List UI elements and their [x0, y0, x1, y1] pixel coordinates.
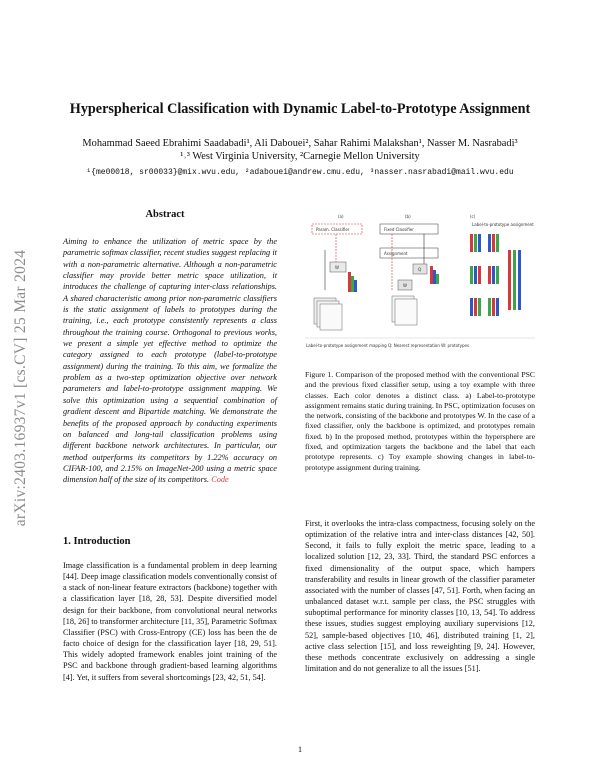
abstract-text: Aiming to enhance the utilization of metric space by the parametric softmax classifier, recent studies suggest replacing it with a non-parametric alternative. Although a non-parametric classifier may provide better metric space utilization, it introduces the challenge of capturing inter-class relationships. A shared characteristic among prior non-parametric classifiers is the static assignment of labels to prototypes during the training, i.e., each prototype consistently represents a class throughout the training course. Orthogonal to previous works, we present a simple yet effective method to optimize the category assigned to each prototype (label-to-prototype assignment) during the training. To this aim, we formalize the problem as a two-step optimization objective over network parameters and label-to-prototype assignment mapping. We solve this optimization using a sequential combination of gradient descent and Bipartide matching. We demonstrate the benefits of the proposed approach by conducting experiments on balanced and long-tail classification problems using different backbone network architectures. In particular, our method outperforms its competitors by 1.22% accuracy on CIFAR-100, and 2.15% on ImageNet-200 using a metric space dimension half of the size of its competitors.: [63, 237, 277, 485]
section-heading-introduction: 1. Introduction: [63, 536, 131, 547]
figure-1-diagram: [300, 210, 540, 360]
author-names: Mohammad Saeed Ebrahimi Saadabadi¹, Ali Dabouei², Sahar Rahimi Malakshan¹, Nasser M. Nasrabadi³: [82, 138, 518, 149]
introduction-body: Image classification is a fundamental problem in deep learning [44]. Deep image classification models conventionally consist of a stack of non-linear feature extractors (backbone) together with a classification layer [18, 28, 53]. Despite diversified model design for their backbone, from convolutional neural networks [18, 26] to transformer architecture [11, 35], Parametric Softmax Classifier (PSC) with Cross-Entropy (CE) loss has been the de facto choice of design for the classification layer [18, 29, 51]. This widely adopted framework enables joint training of the PSC and backbone through gradient-based learning algorithms [4]. Yet, it suffers from several shortcomings [23, 42, 51, 54].: [63, 561, 277, 682]
author-block: [40, 137, 560, 163]
panel-c-label: (c): [470, 214, 476, 219]
figure-legend: Label-to-prototype assignment mapping Q: Nearest representation W: prototypes: [306, 343, 470, 348]
right-column-body: First, it overlooks the intra-class compactness, focusing solely on the optimization of the relative intra and inter-class distances [42, 50]. Second, it fails to fully exploit the metric space, leading to a localized solution [12, 23, 33]. Third, the standard PSC enforces a fixed dimensionality of the output space, which hampers transferability and results in linear growth of the classifier parameter associated with the number of classes [47, 51]. Forth, when facing an unbalanced dataset w.r.t. sample per class, the PSC struggles with suboptimal performance for minority classes [10, 13, 54]. To address these issues, studies suggest employing auxiliary supervisions [12, 52], sample-based objectives [10, 46], distributed training [1, 2], active class selection [15], and loss reweighting [9, 24]. However, these methods concentrate exclusively on addressing a single limitation and do not generalize to all the issues [51].: [305, 519, 535, 674]
arxiv-stamp: [10, 205, 32, 570]
panel-b-label: (b): [405, 214, 411, 219]
paper-title: Hyperspherical Classification with Dynamic Label-to-Prototype Assignment: [69, 101, 531, 117]
panel-b-q-label: Q: [418, 267, 422, 272]
panel-b-w-label: W: [403, 283, 407, 288]
panel-a-label: (a): [338, 214, 344, 219]
panel-b-assignment-label: Assignment: [384, 251, 408, 256]
abstract-body: [63, 236, 277, 486]
arxiv-stamp-text: arXiv:2403.16937v1 [cs.CV] 25 Mar 2024: [12, 249, 29, 526]
figure-1: [300, 210, 540, 360]
panel-b-box-label: Fixed Classifier: [384, 227, 414, 232]
code-link[interactable]: Code: [211, 475, 229, 485]
abstract-heading: Abstract: [145, 209, 185, 220]
author-affiliations: ¹˒³ West Virginia University, ²Carnegie Mellon University: [180, 151, 420, 162]
panel-c-label-text: Label-to-prototype assignment: [472, 222, 534, 227]
panel-a-w-label: W: [335, 265, 339, 270]
figure-1-caption: Figure 1. Comparison of the proposed method with the conventional PSC and the previous fixed classifier setup, using a toy example with three classes. Each color denotes a distinct class. a) Label-to-prototype assignment remains static during training. In PSC, optimization focuses on the network, consisting of the backbone and prototypes W. In the case of a fixed classifier, only the backbone is optimized, and prototypes remain fixed. b) In the proposed method, prototypes within the hypersphere are fixed, and optimization targets the backbone and the label that each prototype represents. c) Toy example showing changes in label-to-prototype assignment during training.: [305, 370, 535, 472]
page-number: 1: [297, 744, 303, 754]
panel-a-box-label: Param. Classifier: [316, 227, 350, 232]
author-emails: ¹{me00018, sr00033}@mix.wvu.edu, ²adabouei@andrew.cmu.edu, ³nasser.nasrabadi@mail.wvu.edu: [86, 168, 514, 177]
